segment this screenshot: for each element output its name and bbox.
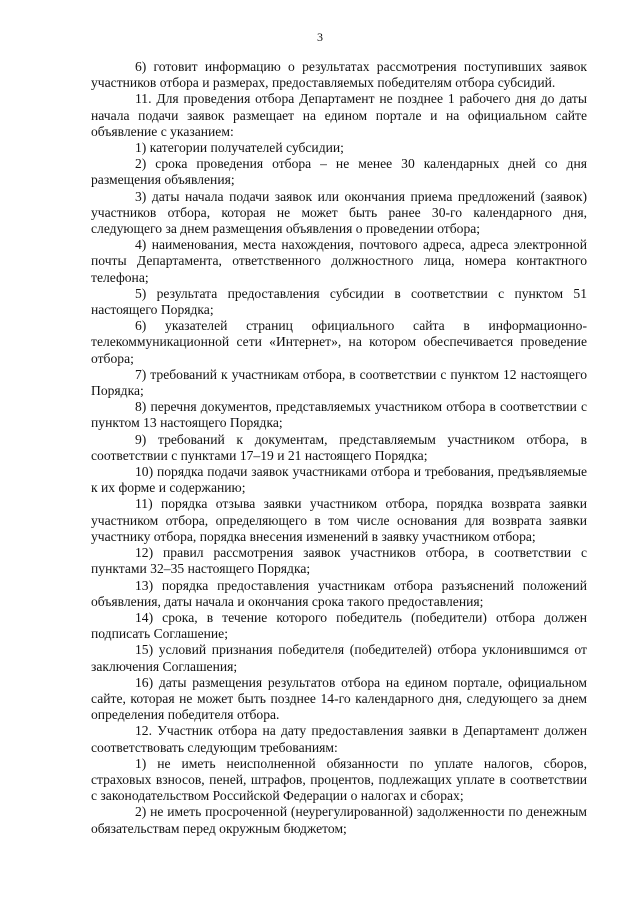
paragraph: 8) перечня документов, представляемых участником отбора в соответствии с пунктом 13 настоящего Порядка;: [91, 399, 587, 431]
paragraph: 6) готовит информацию о результатах рассмотрения поступивших заявок участников отбора и размерах, предоставляемых победителям отбора субсидий.: [91, 59, 587, 91]
paragraph: 16) даты размещения результатов отбора на едином портале, официальном сайте, которая не может быть позднее 14-го календарного дня, следующего за днем определения победителя отбора.: [91, 674, 587, 723]
paragraph: 9) требований к документам, представляемым участником отбора, в соответствии с пунктами 17–19 и 21 настоящего Порядка;: [91, 431, 587, 463]
paragraph: 4) наименования, места нахождения, почтового адреса, адреса электронной почты Департамента, ответственного должностного лица, номера контактного телефона;: [91, 237, 587, 285]
paragraph: 11) порядка отзыва заявки участником отбора, порядка возврата заявки участником отбора, определяющего в том числе основания для возврата заявки участнику отбора, порядка внесения изменений в заявку участником отбора;: [91, 496, 587, 544]
paragraph: 2) не иметь просроченной (неурегулированной) задолженности по денежным обязательствам перед окружным бюджетом;: [91, 804, 587, 836]
paragraph: 13) порядка предоставления участникам отбора разъяснений положений объявления, даты начала и окончания срока такого предоставления;: [91, 577, 587, 609]
paragraph: 5) результата предоставления субсидии в соответствии с пунктом 51 настоящего Порядка;: [91, 285, 587, 318]
paragraph: 15) условий признания победителя (победителей) отбора уклонившимся от заключения Соглашения;: [91, 642, 587, 674]
paragraph: 12) правил рассмотрения заявок участников отбора, в соответствии с пунктами 32–35 настоящего Порядка;: [91, 545, 587, 577]
paragraph: 6) указателей страниц официального сайта в информационно-телекоммуникационной сети «Интернет», на котором обеспечивается проведение отбора;: [91, 318, 587, 366]
paragraph: 2) срока проведения отбора – не менее 30 календарных дней со дня размещения объявления;: [91, 156, 587, 188]
document-body: [91, 59, 587, 837]
paragraph: 14) срока, в течение которого победитель (победители) отбора должен подписать Соглашение;: [91, 609, 587, 642]
paragraph: 11. Для проведения отбора Департамент не позднее 1 рабочего дня до даты начала подачи заявок размещает на едином портале и на официальном сайте объявление с указанием:: [91, 91, 587, 139]
paragraph: 7) требований к участникам отбора, в соответствии с пунктом 12 настоящего Порядка;: [91, 366, 587, 399]
paragraph: 3) даты начала подачи заявок или окончания приема предложений (заявок) участников отбора, которая не может быть ранее 30-го календарного дня, следующего за днем размещения объявления о проведении отбора;: [91, 188, 587, 237]
paragraph: 1) не иметь неисполненной обязанности по уплате налогов, сборов, страховых взносов, пеней, штрафов, процентов, подлежащих уплате в соответствии с законодательством Российской Федерации о налогах и сборах;: [91, 755, 587, 804]
paragraph: 10) порядка подачи заявок участниками отбора и требования, предъявляемые к их форме и содержанию;: [91, 464, 587, 496]
paragraph: 1) категории получателей субсидии;: [135, 140, 344, 156]
paragraph: 12. Участник отбора на дату предоставления заявки в Департамент должен соответствовать следующим требованиям:: [91, 723, 587, 755]
page-number: 3: [317, 30, 323, 44]
